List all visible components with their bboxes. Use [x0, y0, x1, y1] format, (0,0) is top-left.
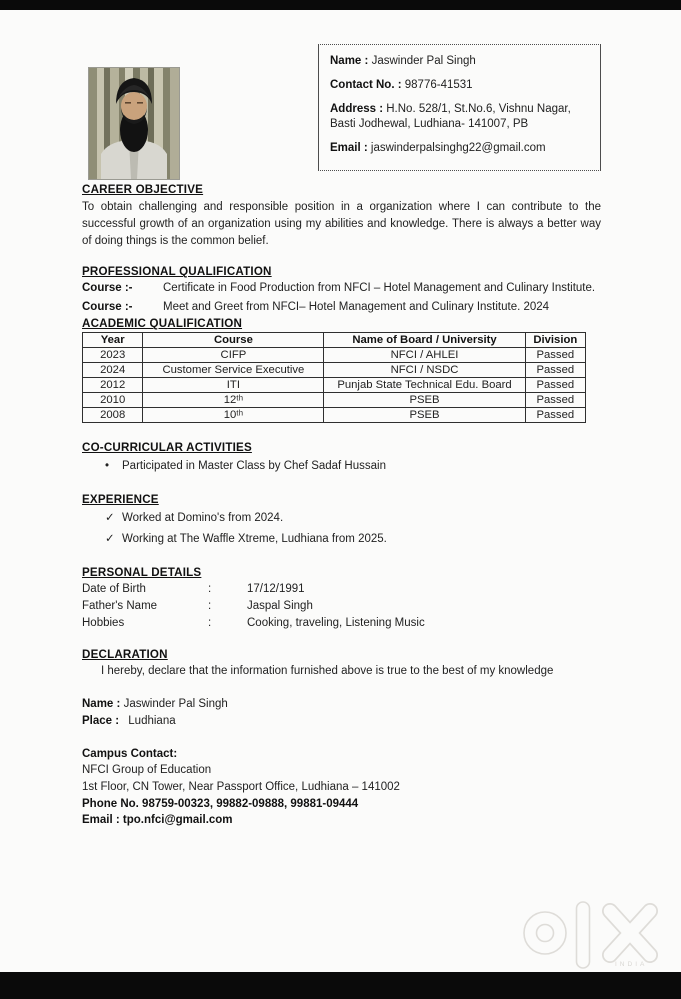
campus-email-row	[82, 812, 601, 829]
info-email-label: Email :	[330, 142, 368, 154]
signature-place-label: Place :	[82, 714, 120, 727]
cell-year: 2024	[83, 363, 143, 378]
campus-phone: Phone No. 98759-00323, 99882-09888, 99881-09444	[82, 797, 359, 810]
detail-value: 17/12/1991	[247, 583, 305, 596]
col-board: Name of Board / University	[324, 333, 525, 348]
cell-course: 10ᵗʰ	[143, 408, 324, 423]
cell-division: Passed	[525, 393, 585, 408]
detail-row	[82, 598, 601, 615]
signature-place-row	[82, 713, 601, 730]
list-item-text: Working at The Waffle Xtreme, Ludhiana from 2025.	[122, 533, 387, 546]
cell-course: Customer Service Executive	[143, 363, 324, 378]
info-address-label: Address :	[330, 103, 384, 115]
info-address-row	[330, 102, 589, 132]
personal-details-heading: PERSONAL DETAILS	[82, 566, 202, 580]
signature-place-value: Ludhiana	[128, 714, 176, 727]
info-name-label: Name :	[330, 55, 369, 67]
course-row	[82, 280, 601, 297]
cell-course: CIFP	[143, 348, 324, 363]
detail-label: Father's Name	[82, 600, 158, 613]
col-division: Division	[525, 333, 585, 348]
list-item-text: Worked at Domino's from 2024.	[122, 512, 284, 525]
cell-board: PSEB	[324, 393, 525, 408]
info-name-row	[330, 54, 589, 69]
applicant-photo-image	[89, 68, 179, 179]
declaration-text: I hereby, declare that the information furnished above is true to the best of my knowledge	[101, 665, 554, 678]
experience-heading: EXPERIENCE	[82, 493, 159, 507]
campus-org: NFCI Group of Education	[82, 764, 212, 777]
contact-info-box	[318, 44, 601, 171]
cell-board: NFCI / AHLEI	[324, 348, 525, 363]
table-header-row	[83, 333, 586, 348]
course-label: Course :-	[82, 300, 133, 313]
campus-email-value: tpo.nfci@gmail.com	[122, 814, 233, 827]
olx-logo-icon	[515, 882, 670, 974]
info-email-value: jaswinderpalsinghg22@gmail.com	[370, 142, 546, 154]
campus-email-label: Email :	[82, 814, 120, 827]
detail-value: Jaspal Singh	[247, 600, 313, 613]
course-row	[82, 299, 601, 316]
info-contact-value: 98776-41531	[404, 79, 473, 91]
academic-qualification-heading: ACADEMIC QUALIFICATION	[82, 317, 243, 331]
olx-watermark	[515, 882, 670, 974]
cell-year: 2008	[83, 408, 143, 423]
table-row	[83, 378, 586, 393]
cell-board: PSEB	[324, 408, 525, 423]
list-item	[82, 530, 601, 548]
table-row	[83, 393, 586, 408]
checkmark-icon: ✓	[105, 512, 115, 525]
cell-division: Passed	[525, 408, 585, 423]
resume-page	[0, 10, 681, 972]
info-contact-label: Contact No. :	[330, 79, 402, 91]
professional-qualification-heading: PROFESSIONAL QUALIFICATION	[82, 265, 272, 279]
cell-year: 2023	[83, 348, 143, 363]
list-item	[82, 457, 601, 475]
applicant-photo	[88, 67, 180, 180]
col-course: Course	[143, 333, 324, 348]
detail-separator: :	[208, 600, 212, 613]
signature-name-row	[82, 696, 601, 713]
course-text: Meet and Greet from NFCI– Hotel Management and Culinary Institute. 2024	[163, 300, 550, 313]
campus-address: 1st Floor, CN Tower, Near Passport Office, Ludhiana – 141002	[82, 781, 400, 794]
campus-contact-block	[82, 746, 601, 829]
table-row	[83, 408, 586, 423]
detail-separator: :	[208, 583, 212, 596]
cell-division: Passed	[525, 378, 585, 393]
info-name-value: Jaswinder Pal Singh	[371, 55, 476, 67]
cell-board: NFCI / NSDC	[324, 363, 525, 378]
table-row	[83, 363, 586, 378]
list-item	[82, 509, 601, 527]
cell-division: Passed	[525, 348, 585, 363]
cell-division: Passed	[525, 363, 585, 378]
detail-separator: :	[208, 617, 212, 630]
campus-contact-heading: Campus Contact:	[82, 747, 178, 760]
signature-name-label: Name :	[82, 697, 121, 710]
info-contact-row	[330, 78, 589, 93]
declaration-heading: DECLARATION	[82, 648, 168, 662]
detail-label: Date of Birth	[82, 583, 146, 596]
cell-course: 12ᵗʰ	[143, 393, 324, 408]
table-row	[83, 348, 586, 363]
career-objective-text: To obtain challenging and responsible position in a organization where I can contribute to the successful growth of an organization using my abilities and knowledge. There is always a better way of doing things is the common belief.	[82, 201, 601, 247]
info-address-value: H.No. 528/1, St.No.6, Vishnu Nagar, Basti Jodhewal, Ludhiana- 141007, PB	[330, 103, 571, 130]
cell-year: 2010	[83, 393, 143, 408]
col-year: Year	[83, 333, 143, 348]
course-label: Course :-	[82, 282, 133, 295]
co-curricular-heading: CO-CURRICULAR ACTIVITIES	[82, 441, 252, 455]
info-email-row	[330, 141, 589, 156]
academic-table	[82, 332, 586, 423]
list-item-text: Participated in Master Class by Chef Sadaf Hussain	[122, 460, 386, 473]
detail-row	[82, 615, 601, 632]
resume-body	[82, 183, 601, 829]
detail-label: Hobbies	[82, 617, 125, 630]
detail-row	[82, 581, 601, 598]
cell-board: Punjab State Technical Edu. Board	[324, 378, 525, 393]
olx-country-label: INDIA	[615, 961, 648, 968]
career-objective-heading: CAREER OBJECTIVE	[82, 183, 204, 196]
bullet-icon: •	[105, 460, 110, 473]
cell-course: ITI	[143, 378, 324, 393]
detail-value: Cooking, traveling, Listening Music	[247, 617, 425, 630]
checkmark-icon: ✓	[105, 533, 115, 546]
course-text: Certificate in Food Production from NFCI – Hotel Management and Culinary Institute.	[163, 282, 596, 295]
cell-year: 2012	[83, 378, 143, 393]
signature-name-value: Jaswinder Pal Singh	[123, 697, 228, 710]
